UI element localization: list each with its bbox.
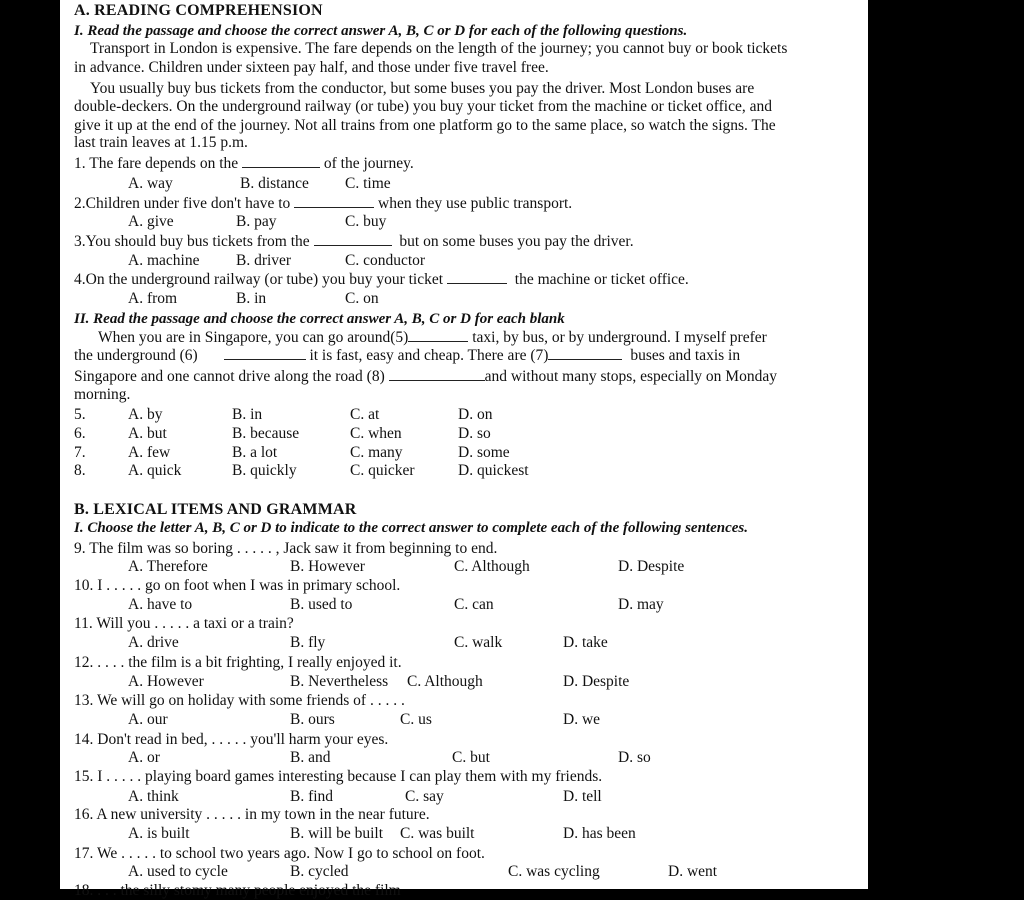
option[interactable]: D. has been [563, 825, 636, 842]
option[interactable]: B. pay [236, 213, 277, 230]
option[interactable]: C. many [350, 444, 403, 461]
option[interactable]: A. drive [128, 634, 179, 651]
option[interactable]: A. have to [128, 596, 193, 613]
option[interactable]: A. Therefore [128, 558, 208, 575]
question-1 [74, 155, 414, 173]
answer-blank[interactable] [294, 195, 374, 208]
question-stem-end: the machine or ticket office. [514, 271, 689, 288]
option[interactable]: D. Despite [618, 558, 685, 575]
passage-line: You usually buy bus tickets from the conductor, but some buses you pay the driver. Most London buses are [90, 80, 755, 97]
option[interactable]: B. Nevertheless [290, 673, 389, 690]
question-12: 12. . . . . the film is a bit frighting, I really enjoyed it. [74, 654, 402, 671]
option[interactable]: C. Although [454, 558, 530, 575]
option[interactable]: D. so [618, 749, 651, 766]
cloze-option-num: 8. [74, 462, 86, 479]
option[interactable]: C. us [400, 711, 432, 728]
passage-line: give it up at the end of the journey. Not all trains from one platform go to the same place, so watch the signs. The [74, 117, 776, 134]
lexical-instruction: I. Choose the letter A, B, C or D to indicate to the correct answer to complete each of the following sentences. [74, 520, 749, 536]
cloze-line-1 [98, 329, 767, 347]
option[interactable]: B. distance [240, 175, 309, 192]
question-4 [74, 271, 689, 289]
option[interactable]: C. on [345, 290, 379, 307]
passage-line: double-deckers. On the underground railway (or tube) you buy your ticket from the machine or ticket office, and [74, 98, 772, 115]
question-16: 16. A new university . . . . . in my town in the near future. [74, 806, 430, 823]
option[interactable]: D. quickest [458, 462, 529, 479]
option[interactable]: B. ours [290, 711, 335, 728]
cloze-line-4: morning. [74, 386, 131, 403]
option[interactable]: A. used to cycle [128, 863, 228, 880]
question-17: 17. We . . . . . to school two years ago. Now I go to school on foot. [74, 845, 485, 862]
option[interactable]: A. way [128, 175, 173, 192]
cloze-text: it is fast, easy and cheap. There are (7) [309, 347, 549, 364]
option[interactable]: B. cycled [290, 863, 349, 880]
question-15: 15. I . . . . . playing board games interesting because I can play them with my friends. [74, 768, 603, 785]
option[interactable]: C. was cycling [508, 863, 600, 880]
part1-instruction: I. Read the passage and choose the correct answer A, B, C or D for each of the following questions. [74, 23, 688, 39]
cloze-text: taxi, by bus, or by underground. I myself prefer [472, 329, 767, 346]
option[interactable]: A. few [128, 444, 171, 461]
question-10: 10. I . . . . . go on foot when I was in primary school. [74, 577, 401, 594]
passage-line: last train leaves at 1.15 p.m. [74, 134, 248, 151]
question-9: 9. The film was so boring . . . . . , Jack saw it from beginning to end. [74, 540, 498, 557]
cloze-text: buses and taxis in [630, 347, 741, 364]
cloze-text: Singapore and one cannot drive along the road (8) [74, 368, 385, 385]
option[interactable]: A. quick [128, 462, 182, 479]
option[interactable]: C. walk [454, 634, 503, 651]
option[interactable]: D. take [563, 634, 608, 651]
cloze-option-num: 6. [74, 425, 86, 442]
question-stem: 3.You should buy bus tickets from the [74, 233, 310, 250]
question-stem-end: but on some buses you pay the driver. [399, 233, 634, 250]
option[interactable]: A. machine [128, 252, 200, 269]
option[interactable]: B. used to [290, 596, 353, 613]
section-b-title: B. LEXICAL ITEMS AND GRAMMAR [74, 501, 357, 518]
blank-6[interactable] [224, 347, 306, 360]
option[interactable]: B. fly [290, 634, 326, 651]
question-11: 11. Will you . . . . . a taxi or a train? [74, 615, 294, 632]
option[interactable]: C. can [454, 596, 494, 613]
option[interactable]: B. quickly [232, 462, 297, 479]
blank-7[interactable] [548, 347, 622, 360]
blank-8[interactable] [389, 368, 485, 381]
cloze-text: and without many stops, especially on Monday [484, 368, 777, 385]
cloze-text: When you are in Singapore, you can go around(5) [98, 329, 409, 346]
passage-line: Transport in London is expensive. The fare depends on the length of the journey; you cannot buy or book tickets [90, 40, 788, 57]
option[interactable]: B. will be built [290, 825, 383, 842]
question-13: 13. We will go on holiday with some friends of . . . . . [74, 692, 405, 709]
option[interactable]: C. say [405, 788, 444, 805]
option[interactable]: C. Although [407, 673, 483, 690]
option[interactable]: C. when [350, 425, 402, 442]
option[interactable]: D. went [668, 863, 718, 880]
option[interactable]: B. because [232, 425, 300, 442]
question-3 [74, 233, 634, 251]
cloze-line-2 [74, 347, 740, 365]
answer-blank[interactable] [242, 155, 320, 168]
option[interactable]: A. or [128, 749, 160, 766]
cloze-text: the underground (6) [74, 347, 198, 364]
option[interactable]: B. driver [236, 252, 292, 269]
option[interactable]: D. on [458, 406, 493, 423]
option[interactable]: C. conductor [345, 252, 426, 269]
option[interactable]: B. However [290, 558, 365, 575]
option[interactable]: C. quicker [350, 462, 415, 479]
option[interactable]: A. think [128, 788, 179, 805]
question-stem: 4.On the underground railway (or tube) you buy your ticket [74, 271, 444, 288]
option[interactable]: D. we [563, 711, 601, 728]
question-stem: 1. The fare depends on the [74, 155, 239, 172]
answer-blank[interactable] [447, 271, 507, 284]
question-18-cutoff: 18. . . . the silly stomy many people enjoyed the film [74, 882, 401, 899]
option[interactable]: C. but [452, 749, 490, 766]
cloze-option-num: 7. [74, 444, 86, 461]
option[interactable]: A. but [128, 425, 167, 442]
option[interactable]: B. find [290, 788, 334, 805]
option[interactable]: D. some [458, 444, 510, 461]
option[interactable]: A. is built [128, 825, 190, 842]
option[interactable]: C. buy [345, 213, 387, 230]
question-stem-end: when they use public transport. [378, 195, 573, 212]
answer-blank[interactable] [314, 233, 392, 246]
section-a-title: A. READING COMPREHENSION [74, 2, 323, 19]
option[interactable]: A. our [128, 711, 168, 728]
option[interactable]: A. give [128, 213, 174, 230]
option[interactable]: C. time [345, 175, 391, 192]
part2-instruction: II. Read the passage and choose the correct answer A, B, C or D for each blank [74, 311, 565, 327]
option[interactable]: B. and [290, 749, 331, 766]
option[interactable]: C. at [350, 406, 380, 423]
option[interactable]: B. a lot [232, 444, 278, 461]
passage-line: in advance. Children under sixteen pay half, and those under five travel free. [74, 59, 549, 76]
option[interactable]: C. was built [400, 825, 475, 842]
cloze-line-3 [74, 368, 777, 386]
question-stem: 2.Children under five don't have to [74, 195, 291, 212]
option[interactable]: D. may [618, 596, 664, 613]
cloze-option-num: 5. [74, 406, 86, 423]
option[interactable]: D. Despite [563, 673, 630, 690]
question-stem-end: of the journey. [323, 155, 414, 172]
option[interactable]: A. from [128, 290, 178, 307]
option[interactable]: A. by [128, 406, 163, 423]
blank-5[interactable] [408, 329, 468, 342]
option[interactable]: A. However [128, 673, 204, 690]
worksheet-page [60, 0, 868, 899]
option[interactable]: D. so [458, 425, 491, 442]
option[interactable]: B. in [236, 290, 267, 307]
option[interactable]: D. tell [563, 788, 602, 805]
question-14: 14. Don't read in bed, . . . . . you'll harm your eyes. [74, 731, 389, 748]
option[interactable]: B. in [232, 406, 263, 423]
question-2 [74, 195, 572, 213]
